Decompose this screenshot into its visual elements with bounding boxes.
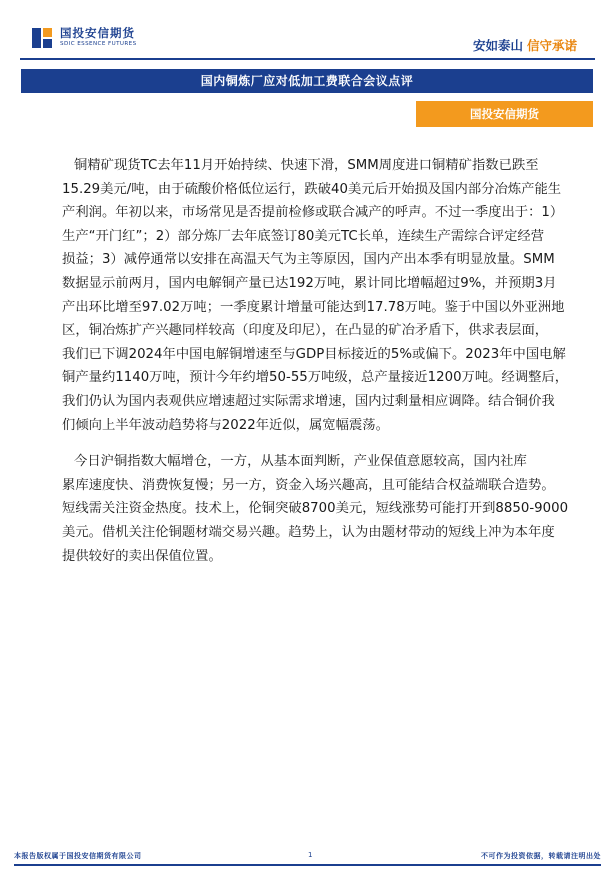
text-line: 损益；3）减停通常以安排在高温天气为主等原因，国内产出本季有明显放量。SMM: [62, 252, 555, 268]
slogan-primary: 安如泰山: [472, 38, 523, 53]
text-line: 提供较好的卖出保值位置。: [62, 548, 222, 564]
page-number: 1: [308, 851, 313, 859]
footer-divider: [14, 864, 601, 866]
page-header: [0, 0, 615, 62]
slogan-secondary: 信守承诺: [526, 38, 577, 53]
text-line: 铜精矿现货TC去年11月开始持续、快速下滑，SMM周度进口铜精矿指数已跌至: [74, 158, 539, 173]
org-label: 国投安信期货: [416, 101, 593, 127]
company-logo-icon: [30, 26, 54, 50]
text-line: 产出环比增至97.02万吨；一季度累计增量可能达到17.78万吨。鉴于中国以外亚洲地: [62, 299, 565, 315]
text-line: 们倾向上半年波动趋势将与2022年近似，属宽幅震荡。: [62, 417, 389, 433]
text-line: 短线需关注资金热度。技术上，伦铜突破8700美元，短线涨势可能打开到8850-9000: [62, 501, 569, 517]
slogan: [473, 36, 577, 54]
disclaimer: 不可作为投资依据，转载请注明出处: [481, 852, 601, 860]
text-line: 产利润。年初以来，市场常见是否提前检修或联合减产的呼声。不过一季度出于：1）: [62, 205, 564, 221]
text-line: 我们仍认为国内表观供应增速超过实际需求增速，国内过剩量相应调降。结合铜价我: [62, 393, 555, 409]
text-line: 生产“开门红”；2）部分炼厂去年底签订80美元TC长单，连续生产需综合评定经营: [62, 228, 545, 244]
text-line: 美元。借机关注伦铜题材端交易兴趣。趋势上，认为由题材带动的短线上冲为本年度: [62, 524, 555, 540]
text-line: 数据显示前两月，国内电解铜产量已达192万吨，累计同比增幅超过9%，并预期3月: [62, 275, 557, 291]
copyright-notice: 本报告版权属于国投安信期货有限公司: [14, 852, 142, 860]
report-title: 国内铜炼厂应对低加工费联合会议点评: [21, 69, 593, 93]
text-line: 15.29美元/吨，由于硫酸价格低位运行，跌破40美元后开始损及国内部分冶炼产能生: [62, 181, 562, 197]
header-divider: [20, 58, 595, 60]
company-name-en: SDIC ESSENCE FUTURES: [60, 41, 137, 47]
text-line: 累库速度快、消费恢复慢；另一方，资金入场兴趣高，且可能结合权益端联合造势。: [62, 477, 555, 493]
page-footer: [0, 848, 615, 864]
text-line: 今日沪铜指数大幅增仓，一方，从基本面判断，产业保值意愿较高，国内社库: [74, 454, 527, 470]
paragraph-2: [62, 450, 600, 568]
text-line: 铜产量约1140万吨，预计今年约增50-55万吨级，总产量接近1200万吨。经调整后，: [62, 370, 569, 386]
company-name-cn: 国投安信期货: [60, 26, 135, 40]
paragraph-1: [62, 154, 600, 437]
report-body: [62, 154, 600, 568]
text-line: 区，铜冶炼扩产兴趣同样较高（印度及印尼），在凸显的矿冶矛盾下，供求表层面，: [62, 323, 549, 339]
text-line: 我们已下调2024年中国电解铜增速至与GDP目标接近的5%或偏下。2023年中国电解: [62, 346, 566, 362]
